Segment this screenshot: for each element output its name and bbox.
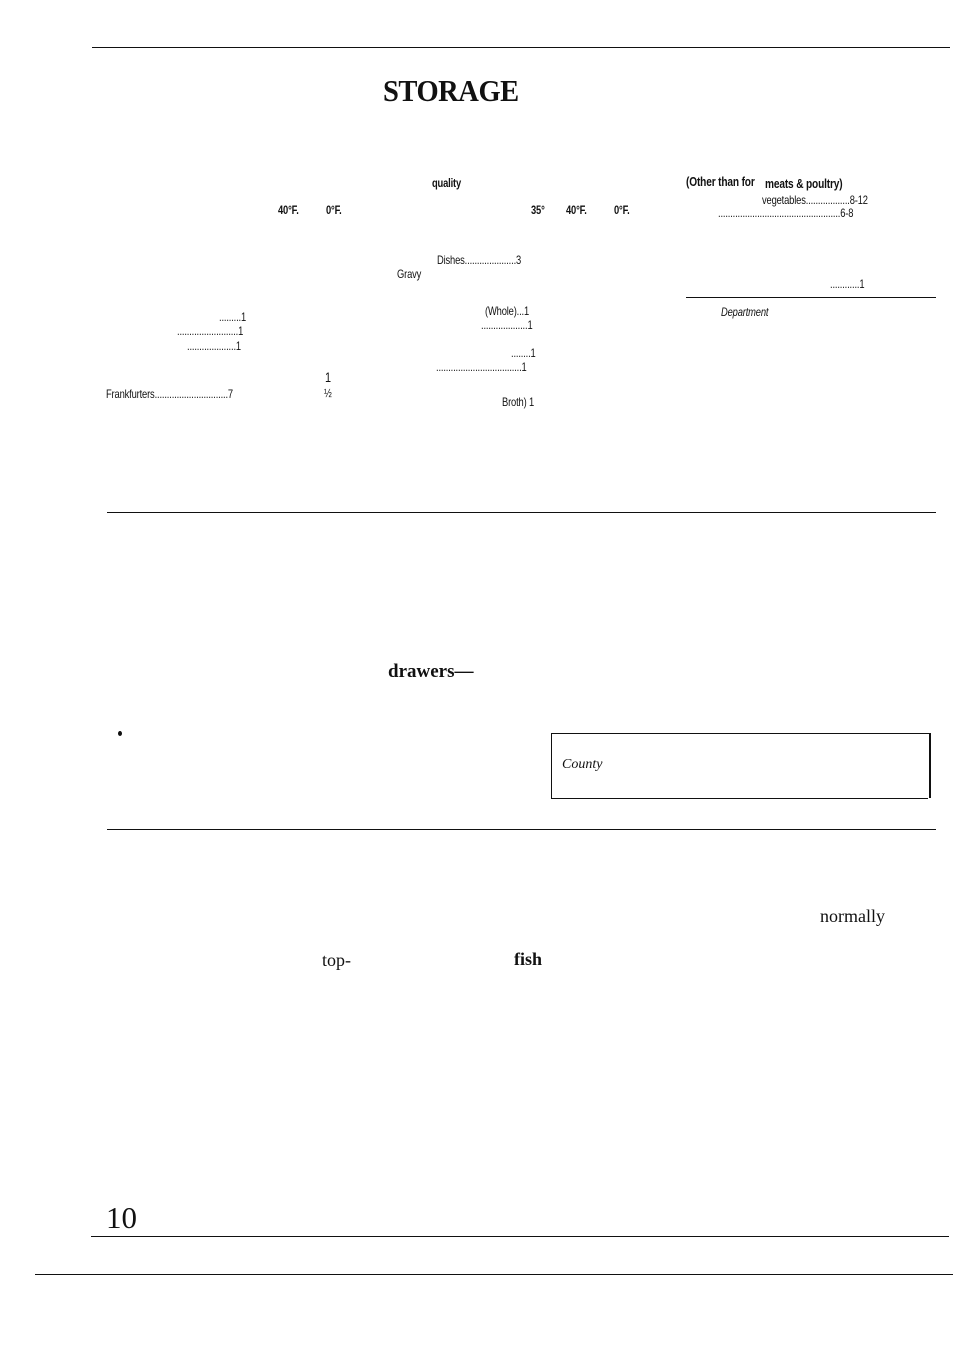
right-column-rule (686, 297, 936, 298)
top-word: top- (322, 950, 351, 970)
top-rule (92, 47, 950, 48)
refrigerator-temp-label: 40°F. (278, 203, 299, 217)
normally-word: normally (820, 906, 885, 926)
other-than-heading-suffix: meats & poultry) (765, 176, 843, 191)
county-info-box (551, 733, 931, 798)
half-label: ½ (324, 386, 332, 400)
section-divider-1 (107, 512, 936, 513)
temp-35-label: 35° (531, 203, 545, 217)
one-label: 1 (325, 369, 331, 385)
left-row-2: .........................1 (177, 324, 244, 338)
drawers-word: drawers— (388, 661, 474, 682)
temp-40-label-b: 40°F. (566, 203, 587, 217)
freezer-temp-label: 0°F. (326, 203, 342, 217)
dishes-row: Dishes.....................3 (437, 253, 522, 267)
mid-row-1: ...................1 (481, 318, 533, 332)
other-than-heading-prefix: (Other than for (686, 174, 755, 189)
left-row-3: ....................1 (187, 339, 241, 353)
temp-0-label-b: 0°F. (614, 203, 630, 217)
section-divider-2 (107, 829, 936, 830)
county-label: County (562, 757, 603, 772)
page-number: 10 (106, 1200, 137, 1235)
broth-row: Broth) 1 (502, 395, 535, 409)
mid-row-2: ........1 (511, 346, 536, 360)
quality-label: quality (432, 176, 462, 190)
row-6-8: ..................................................6-8 (718, 206, 854, 220)
county-box-bottom-rule (551, 798, 928, 799)
gravy-label: Gravy (397, 267, 422, 281)
fish-word: fish (514, 949, 543, 969)
frankfurters-row: Frankfurters..............................7 (106, 387, 233, 401)
whole-row: (Whole)...1 (485, 304, 530, 318)
right-row-1: ............1 (830, 277, 865, 291)
page-edge-rule (35, 1274, 953, 1275)
bottom-rule (91, 1236, 949, 1237)
mid-row-3: ...................................1 (436, 360, 527, 374)
left-row-1: .........1 (219, 310, 247, 324)
bullet-icon (118, 731, 122, 736)
department-label: Department (721, 305, 769, 319)
page-title: STORAGE (383, 73, 519, 108)
vegetables-row: vegetables..................8-12 (762, 193, 868, 207)
